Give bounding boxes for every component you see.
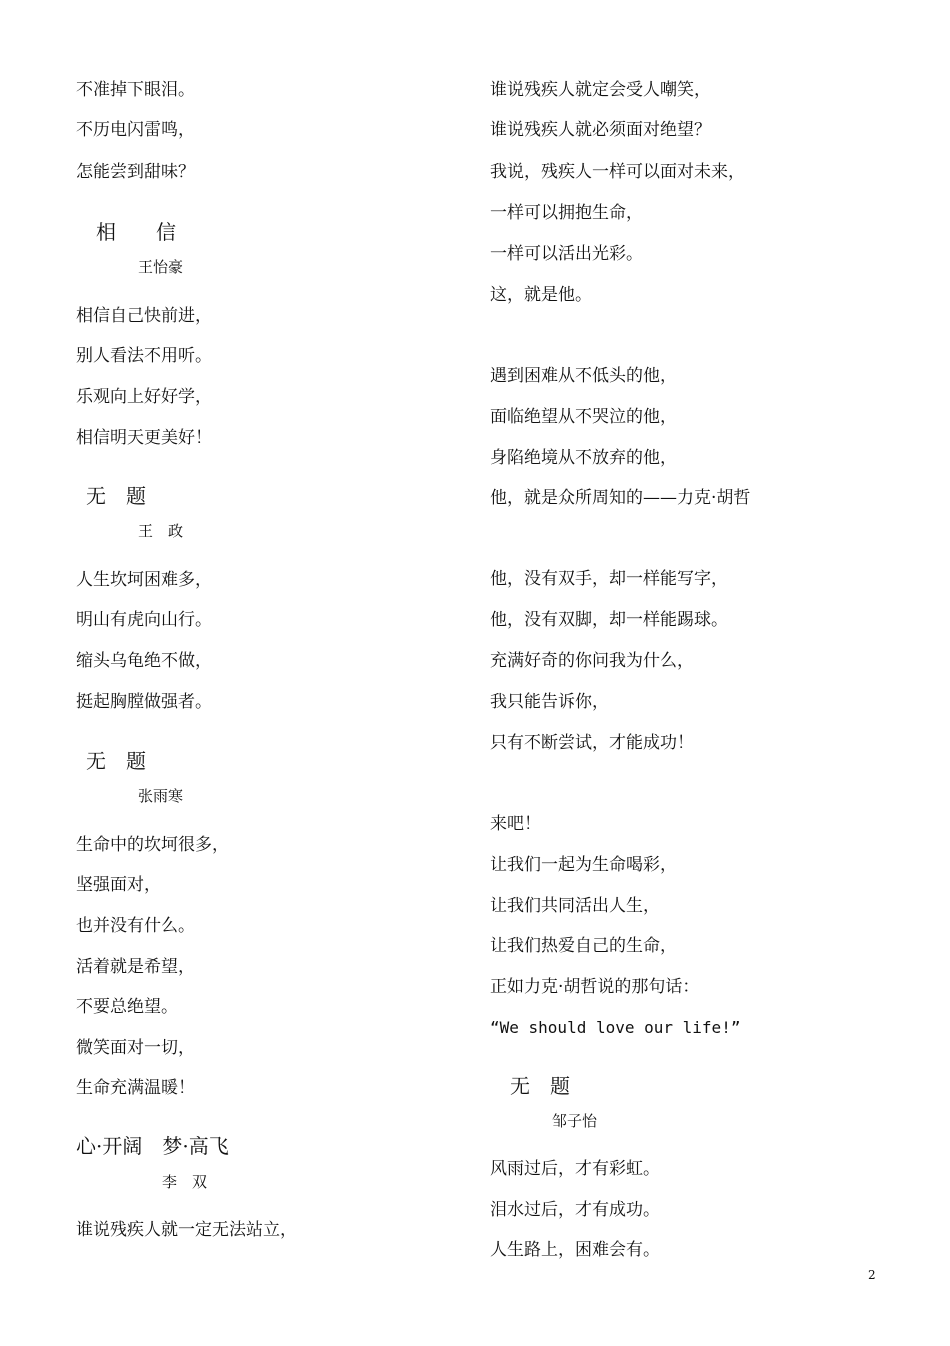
poem-line: 我说，残疾人一样可以面对未来， (490, 162, 745, 182)
poem-line: 谁说残疾人就一定无法站立， (76, 1220, 297, 1240)
poem-title: 心·开阔 梦·高飞 (76, 1134, 229, 1158)
poem-title: 相 信 (96, 220, 176, 244)
poem-line: 这，就是他。 (490, 285, 592, 305)
poem-author: 李 双 (162, 1173, 208, 1191)
poem-title: 无 题 (86, 749, 146, 773)
poem-author: 张雨寒 (138, 787, 184, 805)
poem-author: 王怡豪 (138, 258, 184, 276)
poem-line: 明山有虎向山行。 (76, 610, 212, 630)
poem-author: 邹子怡 (552, 1112, 598, 1130)
poem-line: 乐观向上好好学， (76, 387, 212, 407)
poem-line: 身陷绝境从不放弃的他， (490, 448, 677, 468)
poem-line: 活着就是希望， (76, 957, 195, 977)
poem-line: 不准掉下眼泪。 (76, 80, 195, 100)
poem-line: 谁说残疾人就必须面对绝望？ (490, 120, 711, 140)
poem-author: 王 政 (138, 522, 184, 540)
poem-line: 怎能尝到甜味？ (76, 162, 195, 182)
poem-line: 人生路上，困难会有。 (490, 1240, 660, 1260)
poem-line: 来吧！ (490, 814, 541, 834)
poem-line: 谁说残疾人就定会受人嘲笑， (490, 80, 711, 100)
poem-line: “We should love our life!” (490, 1018, 741, 1037)
poem-line: 让我们一起为生命喝彩， (490, 855, 677, 875)
poem-line: 一样可以活出光彩。 (490, 244, 643, 264)
poem-line: 相信明天更美好！ (76, 428, 212, 448)
poem-line: 挺起胸膛做强者。 (76, 692, 212, 712)
poem-line: 一样可以拥抱生命， (490, 203, 643, 223)
poem-line: 不要总绝望。 (76, 997, 178, 1017)
poem-line: 让我们热爱自己的生命， (490, 936, 677, 956)
poem-line: 充满好奇的你问我为什么， (490, 651, 694, 671)
poem-line: 风雨过后，才有彩虹。 (490, 1159, 660, 1179)
poem-line: 他，没有双脚，却一样能踢球。 (490, 610, 728, 630)
poem-line: 生命中的坎坷很多， (76, 835, 229, 855)
poem-line: 别人看法不用听。 (76, 346, 212, 366)
poem-line: 人生坎坷困难多， (76, 570, 212, 590)
poem-line: 他，没有双手，却一样能写字， (490, 569, 728, 589)
poem-line: 微笑面对一切， (76, 1038, 195, 1058)
poem-title: 无 题 (86, 484, 146, 508)
poem-line: 让我们共同活出人生， (490, 896, 660, 916)
poem-line: 相信自己快前进， (76, 306, 212, 326)
poem-line: 也并没有什么。 (76, 916, 195, 936)
poem-line: 遇到困难从不低头的他， (490, 366, 677, 386)
poem-line: 不历电闪雷鸣， (76, 120, 195, 140)
poem-line: 正如力克·胡哲说的那句话： (490, 977, 700, 997)
page-number: 2 (868, 1268, 876, 1282)
poem-line: 他，就是众所周知的——力克·胡哲 (490, 488, 751, 508)
poem-line: 面临绝望从不哭泣的他， (490, 407, 677, 427)
poem-title: 无 题 (510, 1074, 570, 1098)
poem-line: 只有不断尝试，才能成功！ (490, 733, 694, 753)
poem-line: 泪水过后，才有成功。 (490, 1200, 660, 1220)
poem-line: 缩头乌龟绝不做， (76, 651, 212, 671)
poem-line: 我只能告诉你， (490, 692, 609, 712)
poem-line: 生命充满温暖！ (76, 1078, 195, 1098)
poem-line: 坚强面对， (76, 875, 161, 895)
